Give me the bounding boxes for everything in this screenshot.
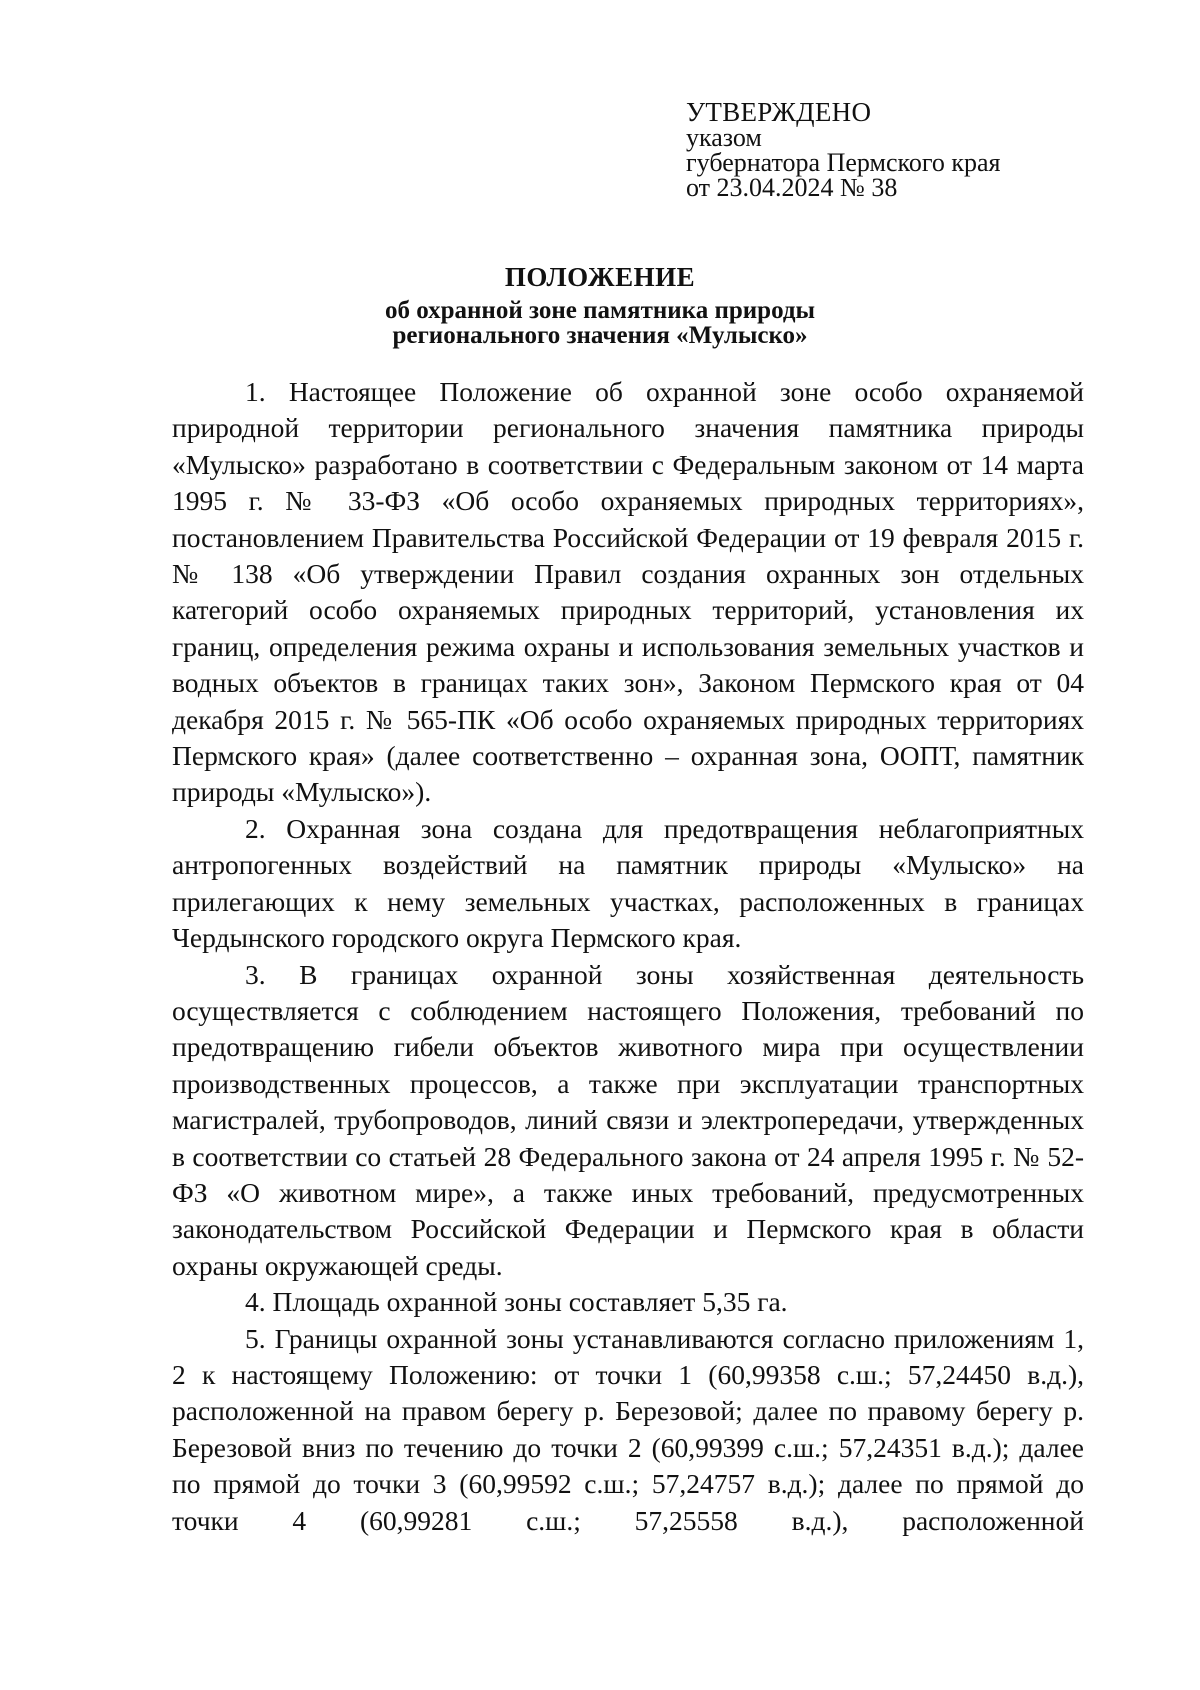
document-subtitle bbox=[0, 298, 1200, 348]
approval-line-decree: указом bbox=[686, 123, 762, 152]
approval-stamp bbox=[686, 97, 1001, 202]
subtitle-line-1: об охранной зоне памятника природы bbox=[384, 297, 816, 324]
approval-line-date: от 23.04.2024 № 38 bbox=[686, 173, 898, 202]
paragraph-5: 5. Границы охранной зоны устанавливаются согласно приложениям 1, 2 к настоящему Положению: от точки 1 (60,99358 с.ш.; 57,24450 в.д.), расположенной на правом берегу р. Березовой; далее по правому берегу р. Березовой вниз по течению до точки 2 (60,99399 с.ш.; 57,24351 в.д.); далее по прямой до точки 3 (60,99592 с.ш.; 57,24757 в.д.); далее по прямой до точки 4 (60,99281 с.ш.; 57,25558 в.д.), расположенной bbox=[172, 1322, 1084, 1536]
document-title: ПОЛОЖЕНИЕ bbox=[504, 262, 696, 292]
paragraph-2: 2. Охранная зона создана для предотвращения неблагоприятных антропогенных воздействий на памятник природы «Мулыско» на прилегающих к нему земельных участках, расположенных в границах Чердынского городского округа Пермского края. bbox=[172, 812, 1084, 954]
document-body bbox=[172, 374, 1084, 1539]
paragraph-3: 3. В границах охранной зоны хозяйственная деятельность осуществляется с соблюдением настоящего Положения, требований по предотвращению гибели объектов животного мира при осуществлении производственных процессов, а также при эксплуатации транспортных магистралей, трубопроводов, линий связи и электропередачи, утвержденных в соответствии со статьей 28 Федерального закона от 24 апреля 1995 г. № 52-ФЗ «О животном мире», а также иных требований, предусмотренных законодательством Российской Федерации и Пермского края в области охраны окружающей среды. bbox=[172, 958, 1084, 1281]
approval-title: УТВЕРЖДЕНО bbox=[686, 97, 872, 127]
paragraph-1: 1. Настоящее Положение об охранной зоне особо охраняемой природной территории регионального значения памятника природы «Мулыско» разработано в соответствии с Федеральным законом от 14 марта 1995 г. № 33-ФЗ «Об особо охраняемых природных территориях», постановлением Правительства Российской Федерации от 19 февраля 2015 г. № 138 «Об утверждении Правил создания охранных зон отдельных категорий особо охраняемых природных территорий, установления их границ, определения режима охраны и использования земельных участков и водных объектов в границах таких зон», Законом Пермского края от 04 декабря 2015 г. № 565-ПК «Об особо охраняемых природных территориях Пермского края» (далее соответственно – охранная зона, ООПТ, памятник природы «Мулыско»). bbox=[172, 376, 1084, 808]
approval-line-governor: губернатора Пермского края bbox=[686, 148, 1001, 177]
subtitle-line-2: регионального значения «Мулыско» bbox=[392, 322, 808, 349]
paragraph-4: 4. Площадь охранной зоны составляет 5,35 га. bbox=[245, 1286, 788, 1318]
